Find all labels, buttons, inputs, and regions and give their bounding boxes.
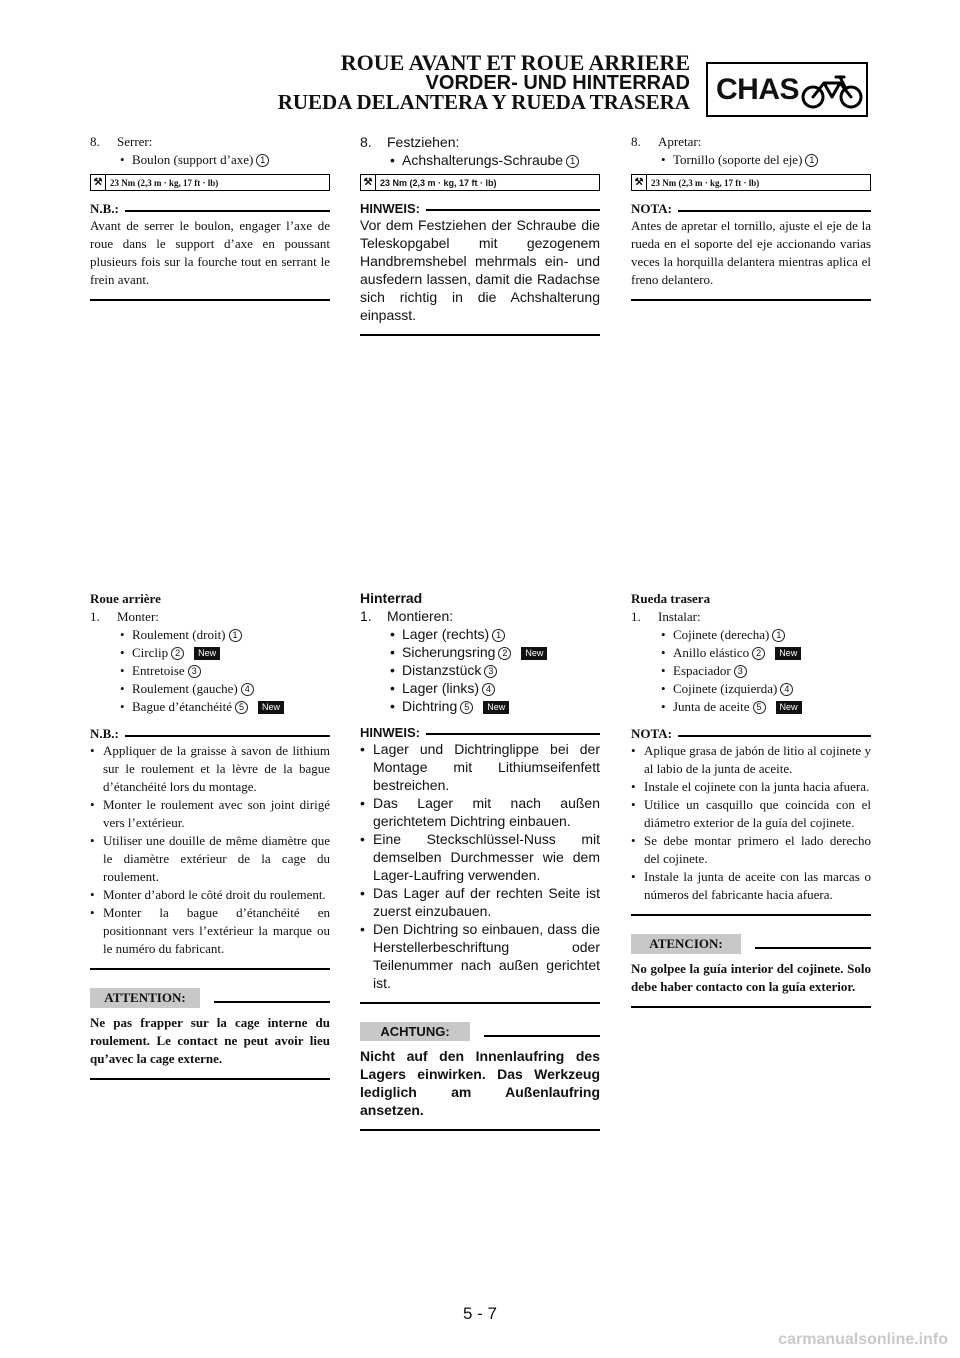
part-name: Tornillo (soporte del eje) (673, 152, 803, 167)
callout-number: 5 (753, 701, 766, 714)
callout-number: 5 (235, 701, 248, 714)
step-number: 1. (90, 609, 100, 624)
de-front-section (360, 133, 600, 336)
divider (360, 1002, 600, 1004)
part-name: Lager (rechts) (402, 626, 490, 642)
callout-number: 1 (256, 154, 269, 167)
divider (426, 209, 600, 211)
step-label: Apretar: (658, 134, 702, 149)
callout-number: 3 (188, 665, 201, 678)
divider (90, 299, 330, 301)
step-label: Monter: (117, 609, 159, 624)
section-badge (706, 62, 868, 117)
part-name: Boulon (support d’axe) (132, 152, 254, 167)
divider (360, 334, 600, 336)
part-name: Bague d’étanchéité (132, 699, 232, 714)
part-name: Distanzstück (402, 662, 482, 678)
divider (678, 210, 871, 212)
warning-title: ATTENTION: (90, 988, 200, 1008)
part-name: Espaciador (673, 663, 731, 678)
new-part-badge: New (776, 701, 802, 714)
callout-number: 2 (498, 647, 511, 660)
callout-number: 3 (734, 665, 747, 678)
note-title: HINWEIS: (360, 201, 420, 216)
new-part-badge: New (775, 647, 801, 660)
divider (678, 735, 871, 737)
header-title-fr: ROUE AVANT ET ROUE ARRIERE (340, 50, 690, 75)
note-bullet: • Das Lager mit nach außen gerichtetem Dichtring einbauen. (360, 794, 600, 830)
note-bullet: • Utilice un casquillo que coincida con el diámetro exterior de la guía del cojinete. (631, 796, 871, 832)
fr-front-section (90, 133, 330, 301)
section-badge-label: CHAS (716, 72, 800, 106)
section-title: Rueda trasera (631, 591, 711, 606)
warning-text: Nicht auf den Innenlaufring des Lagers einwirken. Das Werkzeug lediglich am Außenlaufring ansetzen. (360, 1048, 600, 1118)
part-name: Circlip (132, 645, 169, 660)
part-name: Lager (links) (402, 680, 480, 696)
callout-number: 2 (752, 647, 765, 660)
torque-spec (360, 174, 600, 191)
part-name: Junta de aceite (673, 699, 750, 714)
section-title: Roue arrière (90, 591, 161, 606)
note-bullet: • Instale el cojinete con la junta hacia afuera. (631, 778, 871, 796)
fr-rear-section (90, 590, 330, 1080)
note-title: NOTA: (631, 726, 672, 741)
step-number: 1. (360, 608, 372, 624)
watermark: carmanualsonline.info (778, 1331, 948, 1348)
step-label: Serrer: (117, 134, 153, 149)
note-title: N.B.: (90, 726, 119, 741)
part-name: Achshalterungs-Schraube (402, 152, 564, 168)
note-bullet: • Instale la junta de aceite con las marcas o números del fabricante hacia afuera. (631, 868, 871, 904)
note-bullet: • Das Lager auf der rechten Seite ist zuerst einzubauen. (360, 884, 600, 920)
step-number: 1. (631, 609, 641, 624)
note-bullet: • Aplique grasa de jabón de litio al cojinete y al labio de la junta de aceite. (631, 742, 871, 778)
divider (426, 733, 600, 735)
section-title: Hinterrad (360, 590, 423, 606)
callout-number: 1 (492, 629, 505, 642)
note-bullet: • Monter la bague d’étanchéité en positionnant vers l’extérieur la marque ou le numéro du fabricant. (90, 904, 330, 958)
note-text: Antes de apretar el tornillo, ajuste el eje de la rueda en el soporte del eje accionando varias veces la horquilla delantera mientras aplica el freno delantero. (631, 218, 871, 287)
warning-text: Ne pas frapper sur la cage interne du roulement. Le contact ne peut avoir lieu qu’avec la cage externe. (90, 1015, 330, 1066)
header-title-de: VORDER- UND HINTERRAD (425, 72, 690, 94)
de-rear-section (360, 589, 600, 1131)
step-number: 8. (631, 134, 641, 149)
divider (631, 1006, 871, 1008)
torque-value: 23 Nm (2,3 m · kg, 17 ft · lb) (110, 177, 219, 188)
divider (360, 1129, 600, 1131)
step-number: 8. (360, 134, 372, 150)
torque-wrench-icon: ⚒ (361, 175, 376, 190)
new-part-badge: New (194, 647, 220, 660)
new-part-badge: New (483, 701, 509, 714)
callout-number: 5 (460, 701, 473, 714)
new-part-badge: New (258, 701, 284, 714)
torque-wrench-icon: ⚒ (632, 175, 647, 190)
torque-value: 23 Nm (2,3 m · kg, 17 ft · lb) (651, 177, 760, 188)
motorcycle-icon (800, 67, 864, 113)
callout-number: 1 (229, 629, 242, 642)
note-bullet: • Monter le roulement avec son joint dirigé vers l’extérieur. (90, 796, 330, 832)
note-bullet: • Utiliser une douille de même diamètre que le diamètre extérieur de la cage du roulement. (90, 832, 330, 886)
torque-spec (90, 174, 330, 191)
part-name: Anillo elástico (673, 645, 750, 660)
warning-title: ACHTUNG: (360, 1022, 470, 1041)
callout-number: 1 (566, 155, 579, 168)
new-part-badge: New (521, 647, 547, 660)
step-label: Instalar: (658, 609, 701, 624)
divider (125, 210, 330, 212)
callout-number: 1 (805, 154, 818, 167)
es-rear-section (631, 590, 871, 1008)
divider (90, 1078, 330, 1080)
note-title: N.B.: (90, 201, 119, 216)
warning-title: ATENCION: (631, 934, 741, 954)
note-bullet: • Lager und Dichtringlippe bei der Montage mit Lithiumseifenfett bestreichen. (360, 740, 600, 794)
divider (125, 735, 330, 737)
divider (755, 947, 871, 949)
es-front-section (631, 133, 871, 301)
note-bullet: • Appliquer de la graisse à savon de lithium sur le roulement et la lèvre de la bague d’étanchéité lors du montage. (90, 742, 330, 796)
page-number: 5 - 7 (462, 1304, 498, 1323)
torque-wrench-icon: ⚒ (91, 175, 106, 190)
note-bullet: • Se debe montar primero el lado derecho del cojinete. (631, 832, 871, 868)
header-title-es: RUEDA DELANTERA Y RUEDA TRASERA (277, 90, 690, 114)
note-bullet: • Den Dichtring so einbauen, dass die Herstellerbeschriftung oder Teilenummer nach außen gerichtet ist. (360, 920, 600, 992)
note-bullet: • Monter d’abord le côté droit du roulement. (90, 886, 330, 904)
divider (631, 914, 871, 916)
callout-number: 4 (780, 683, 793, 696)
step-label: Montieren: (387, 608, 454, 624)
part-name: Sicherungsring (402, 644, 496, 660)
divider (214, 1001, 330, 1003)
callout-number: 4 (482, 683, 495, 696)
part-name: Cojinete (derecha) (673, 627, 770, 642)
part-name: Entretoise (132, 663, 185, 678)
callout-number: 1 (772, 629, 785, 642)
part-name: Roulement (droit) (132, 627, 226, 642)
note-title: HINWEIS: (360, 725, 420, 740)
part-name: Cojinete (izquierda) (673, 681, 778, 696)
callout-number: 3 (484, 665, 497, 678)
divider (90, 968, 330, 970)
torque-spec (631, 174, 871, 191)
divider (631, 299, 871, 301)
divider (484, 1035, 600, 1037)
step-number: 8. (90, 134, 100, 149)
step-label: Festziehen: (387, 134, 460, 150)
callout-number: 2 (171, 647, 184, 660)
note-title: NOTA: (631, 201, 672, 216)
torque-value: 23 Nm (2,3 m · kg, 17 ft · lb) (380, 177, 497, 188)
part-name: Dichtring (402, 698, 458, 714)
note-text: Avant de serrer le boulon, engager l’axe de roue dans le support d’axe en poussant plusieurs fois sur la fourche tout en serrant le frein avant. (90, 218, 330, 287)
callout-number: 4 (241, 683, 254, 696)
note-bullet: • Eine Steckschlüssel-Nuss mit demselben Durchmesser wie dem Lager-Laufring verwenden. (360, 830, 600, 884)
note-text: Vor dem Festziehen der Schraube die Teleskopgabel mit gezogenem Handbremshebel mehrmals ein- und ausfedern lassen, damit die Radachse sich richtig in die Achshalterung einpasst. (360, 217, 600, 323)
part-name: Roulement (gauche) (132, 681, 238, 696)
warning-text: No golpee la guía interior del cojinete. Solo debe haber contacto con la guía exterior. (631, 961, 871, 994)
